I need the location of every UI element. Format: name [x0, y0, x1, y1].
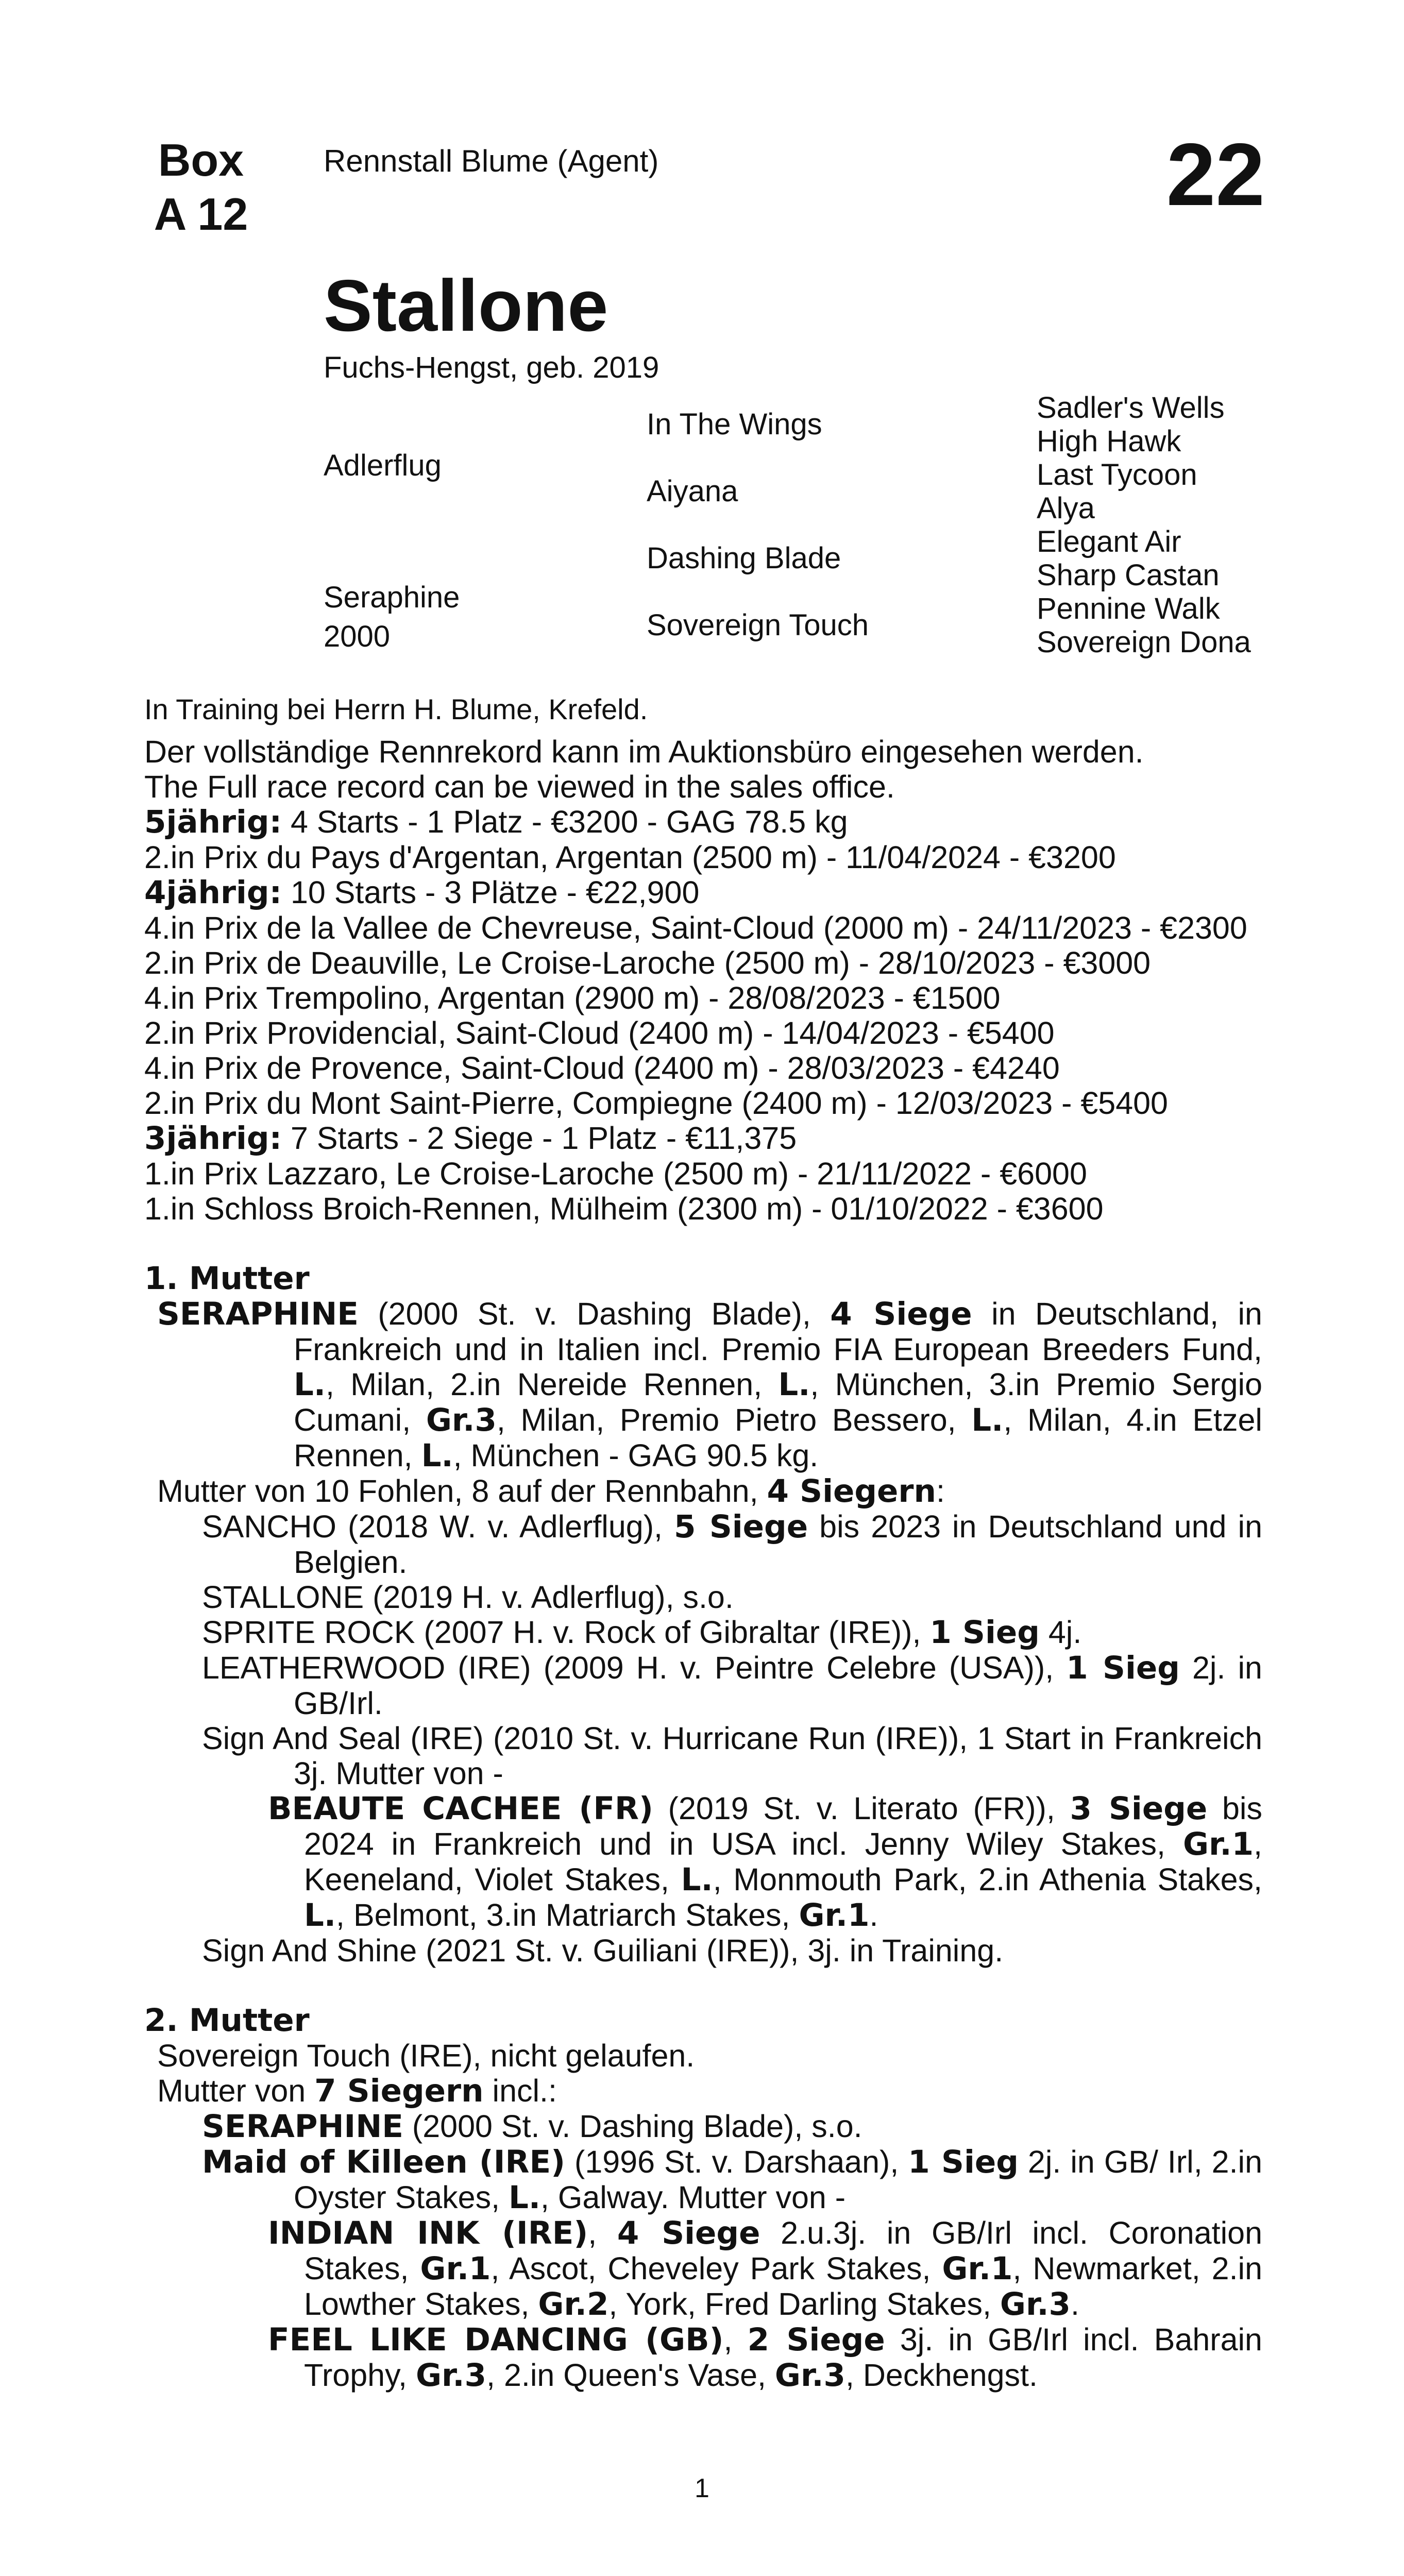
pedigree-gp-2: Aiyana	[647, 474, 738, 508]
record-5yo-label: 5jährig:	[144, 804, 282, 840]
dam2-heading: 2. Mutter	[144, 2002, 310, 2039]
page-number: 1	[695, 2473, 709, 2503]
grandfoal-feel-like-dancing: FEEL LIKE DANCING (GB), 2 Siege 3j. in GB/Irl incl. Bahrain Trophy, Gr.3, 2.in Queen's Vase, Gr.3, Deckhengst.	[268, 2321, 1262, 2394]
foal-sign-and-shine: Sign And Shine (2021 St. v. Guiliani (IRE)), 3j. in Training.	[202, 1933, 1004, 1968]
dam2-seraphine: SERAPHINE (2000 St. v. Dashing Blade), s.o.	[202, 2108, 862, 2145]
race-line: 2.in Prix Providencial, Saint-Cloud (2400 m) - 14/04/2023 - €5400	[144, 1015, 1055, 1050]
race-line: 2.in Prix du Mont Saint-Pierre, Compiegne (2400 m) - 12/03/2023 - €5400	[144, 1086, 1168, 1121]
pedigree-ggp-2: High Hawk	[1037, 425, 1181, 458]
horse-name: Stallone	[324, 265, 608, 347]
pedigree-ggp-5: Elegant Air	[1037, 525, 1181, 558]
race-line: 2.in Prix du Pays d'Argentan, Argentan (2500 m) - 11/04/2024 - €3200	[144, 840, 1116, 875]
pedigree-dam: Seraphine	[324, 581, 460, 614]
pedigree-ggp-3: Last Tycoon	[1037, 458, 1197, 492]
record-5yo	[144, 804, 1262, 840]
horse-description: Fuchs-Hengst, geb. 2019	[324, 351, 659, 384]
dam1-heading: 1. Mutter	[144, 1260, 310, 1297]
lot-number: 22	[1166, 125, 1265, 224]
record-3yo-summary: 7 Starts - 2 Siege - 1 Platz - €11,375	[282, 1121, 797, 1156]
race-line: 4.in Prix de Provence, Saint-Cloud (2400 m) - 28/03/2023 - €4240	[144, 1050, 1060, 1086]
catalogue-body	[144, 734, 1262, 2393]
record-note-de: Der vollständige Rennrekord kann im Auktionsbüro eingesehen werden.	[144, 734, 1144, 769]
dam2-produce: Mutter von 7 Siegern incl.:	[157, 2073, 557, 2109]
pedigree-gp-4: Sovereign Touch	[647, 608, 869, 642]
pedigree-ggp-1: Sadler's Wells	[1037, 391, 1225, 425]
pedigree-ggp-4: Alya	[1037, 492, 1095, 525]
dam2-maid-of-killeen: Maid of Killeen (IRE) (1996 St. v. Darshaan), 1 Sieg 2j. in GB/ Irl, 2.in Oyster Stakes, L., Galway. Mutter von -	[202, 2144, 1263, 2216]
pedigree-ggp-8: Sovereign Dona	[1037, 625, 1251, 659]
foal-stallone: STALLONE (2019 H. v. Adlerflug), s.o.	[202, 1580, 734, 1615]
pedigree-dam-year: 2000	[324, 620, 391, 653]
foal-sancho: SANCHO (2018 W. v. Adlerflug), 5 Siege bis 2023 in Deutschland und in Belgien.	[202, 1509, 1263, 1580]
training-note: In Training bei Herrn H. Blume, Krefeld.	[144, 693, 648, 725]
pedigree-ggp-6: Sharp Castan	[1037, 558, 1220, 592]
box-title: Box	[158, 134, 244, 185]
dam1-produce: Mutter von 10 Fohlen, 8 auf der Rennbahn, 4 Siegern:	[157, 1473, 945, 1510]
race-line: 2.in Prix de Deauville, Le Croise-Laroche (2500 m) - 28/10/2023 - €3000	[144, 945, 1151, 980]
pedigree-sire: Adlerflug	[324, 449, 442, 482]
race-line: 1.in Prix Lazzaro, Le Croise-Laroche (2500 m) - 21/11/2022 - €6000	[144, 1156, 1087, 1191]
record-4yo-summary: 10 Starts - 3 Plätze - €22,900	[282, 875, 700, 910]
record-note-en: The Full race record can be viewed in the sales office.	[144, 769, 895, 804]
record-3yo-label: 3jährig:	[144, 1120, 282, 1157]
agent-name: Rennstall Blume (Agent)	[324, 144, 659, 178]
foal-sign-and-seal: Sign And Seal (IRE) (2010 St. v. Hurricane Run (IRE)), 1 Start in Frankreich 3j. Mutter von -	[202, 1721, 1262, 1791]
pedigree-gp-1: In The Wings	[647, 408, 822, 441]
race-line: 1.in Schloss Broich-Rennen, Mülheim (2300 m) - 01/10/2022 - €3600	[144, 1191, 1104, 1226]
box-label	[142, 133, 260, 241]
box-number: A 12	[154, 189, 248, 240]
dam2-line: Sovereign Touch (IRE), nicht gelaufen.	[157, 2038, 695, 2073]
pedigree-gp-3: Dashing Blade	[647, 541, 841, 575]
race-line: 4.in Prix de la Vallee de Chevreuse, Saint-Cloud (2000 m) - 24/11/2023 - €2300	[144, 910, 1247, 945]
record-5yo-summary: 4 Starts - 1 Platz - €3200 - GAG 78.5 kg	[282, 804, 848, 839]
record-4yo-label: 4jährig:	[144, 874, 282, 911]
pedigree-ggp-7: Pennine Walk	[1037, 592, 1220, 625]
foal-leatherwood: LEATHERWOOD (IRE) (2009 H. v. Peintre Celebre (USA)), 1 Sieg 2j. in GB/Irl.	[202, 1650, 1262, 1721]
dam1-paragraph: SERAPHINE (2000 St. v. Dashing Blade), 4 Siege in Deutschland, in Frankreich und in Italien incl. Premio FIA European Breeders Fund, L., Milan, 2.in Nereide Rennen, L., München, 3.in Premio Sergio Cumani, Gr.3, Milan, Premio Pietro Bessero, L., Milan, 4.in Etzel Rennen, L., München - GAG 90.5 kg.	[157, 1296, 1262, 1474]
grandfoal-beaute-cachee: BEAUTE CACHEE (FR) (2019 St. v. Literato (FR)), 3 Siege bis 2024 in Frankreich und in USA incl. Jenny Wiley Stakes, Gr.1, Keeneland, Violet Stakes, L., Monmouth Park, 2.in Athenia Stakes, L., Belmont, 3.in Matriarch Stakes, Gr.1.	[268, 1790, 1262, 1934]
record-4yo	[144, 875, 1262, 910]
record-3yo	[144, 1121, 1262, 1156]
race-line: 4.in Prix Trempolino, Argentan (2900 m) - 28/08/2023 - €1500	[144, 980, 1001, 1015]
foal-sprite-rock: SPRITE ROCK (2007 H. v. Rock of Gibraltar (IRE)), 1 Sieg 4j.	[202, 1614, 1082, 1651]
grandfoal-indian-ink: INDIAN INK (IRE), 4 Siege 2.u.3j. in GB/Irl incl. Coronation Stakes, Gr.1, Ascot, Cheveley Park Stakes, Gr.1, Newmarket, 2.in Lowther Stakes, Gr.2, York, Fred Darling Stakes, Gr.3.	[268, 2215, 1262, 2323]
